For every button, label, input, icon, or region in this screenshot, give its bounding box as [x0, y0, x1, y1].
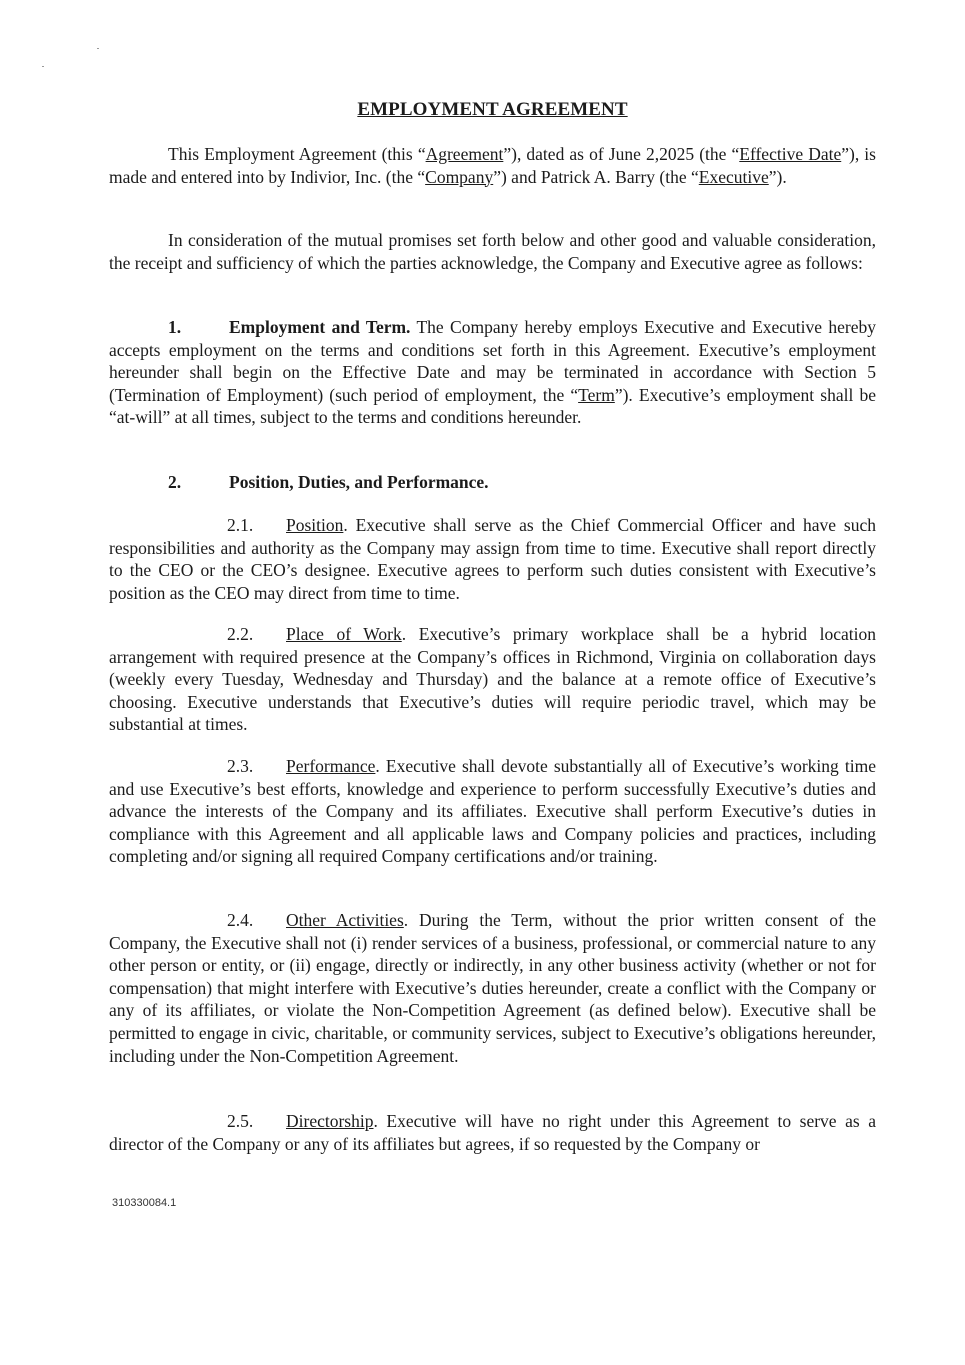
section-2-2-number: 2.2.: [227, 624, 254, 644]
section-1-text: The Company hereby employs Executive and Executive hereby accepts employment on the terms and conditions set forth in this Agreement. Executive’s employment hereunder shall begin on the Effective Date and may be terminated in accordance with Section 5 (Termination of Employment) (such period of employment, the “: [109, 317, 877, 405]
section-2-number: 2.: [168, 472, 182, 492]
document-footer-id: 310330084.1: [112, 1197, 177, 1209]
section-1-text: ”). Executive’s employment shall be “at-will” at all times, subject to the terms and conditions hereunder.: [109, 384, 876, 428]
scan-speck: [42, 66, 44, 67]
section-1-number: 1.: [168, 317, 182, 337]
intro-paragraph: [109, 143, 876, 188]
section-2-5-paragraph: [109, 1110, 876, 1155]
intro-text: This Employment Agreement (this “: [168, 144, 426, 164]
section-2-3-text: . Executive shall devote substantially all of Executive’s working time and use Executive’s best efforts, knowledge and experience to perform successfully Executive’s duties and advance the interests of the Company and its affiliates. Executive shall perform Executive’s duties in compliance with this Agreement and all applicable laws and Company policies and practices, including completing and/or signing all required Company certifications and/or training.: [109, 756, 876, 867]
section-2-3-number: 2.3.: [227, 756, 254, 776]
section-2-5-number: 2.5.: [227, 1111, 254, 1131]
section-2-5-heading: Directorship: [286, 1111, 374, 1131]
defined-term-agreement: Agreement: [425, 144, 504, 164]
intro-text: ”).: [768, 166, 787, 187]
document-title: EMPLOYMENT AGREEMENT: [357, 99, 628, 120]
consideration-text: In consideration of the mutual promises set forth below and other good and valuable consideration, the receipt and sufficiency of which the parties acknowledge, the Company and Executive agree as follows:: [109, 230, 876, 273]
section-2-1-heading: Position: [286, 515, 344, 535]
defined-term-effective-date: Effective Date: [739, 144, 842, 164]
section-2-2-text: . Executive’s primary workplace shall be a hybrid location arrangement with required presence at the Company’s offices in Richmond, Virginia on collaboration days (weekly every Tuesday, Wednesday and Thursday) and the balance at a remote office of Executive’s choosing. Executive understands that Executive’s duties will require periodic travel, which may be substantial at times.: [109, 624, 876, 735]
section-2-4-paragraph: [109, 909, 876, 1067]
section-2-2-paragraph: [109, 623, 876, 736]
section-2-2-heading: Place of Work: [286, 624, 402, 644]
section-2-1-number: 2.1.: [227, 515, 254, 535]
defined-term-company: Company: [425, 166, 494, 187]
defined-term-executive: Executive: [698, 166, 769, 187]
defined-term-term: Term: [578, 384, 615, 405]
intro-text: ”), is made and entered into by Indivior, Inc. (the “: [109, 144, 876, 187]
intro-text: ”), dated as of June 2,2025 (the “: [503, 144, 740, 164]
section-2-heading: Position, Duties, and Performance.: [229, 472, 489, 492]
section-2-1-paragraph: [109, 514, 876, 604]
section-2-4-heading: Other Activities: [286, 910, 404, 930]
section-2-4-number: 2.4.: [227, 910, 254, 930]
section-1-paragraph: [109, 316, 876, 429]
section-2-4-text: . During the Term, without the prior written consent of the Company, the Executive shall not (i) render services of a business, professional, or commercial nature to any other person or entity, or (ii) engage, directly or indirectly, in any other business activity (whether or not for compensation) that might interfere with Executive’s duties hereunder, create a conflict with the Company or any of its affiliates, or violate the Non-Competition Agreement (as defined below). Executive shall be permitted to engage in civic, charitable, or community services, subject to Executive’s obligations hereunder, including under the Non-Competition Agreement.: [109, 910, 876, 1066]
section-2-1-text: . Executive shall serve as the Chief Commercial Officer and have such responsibilities and authority as the Company may assign from time to time. Executive shall report directly to the CEO or the CEO’s designee. Executive agrees to perform such duties consistent with Executive’s position as the CEO may direct from time to time.: [109, 515, 876, 603]
section-2-5-text: . Executive will have no right under this Agreement to serve as a director of the Company or any of its affiliates but agrees, if so requested by the Company or: [109, 1111, 876, 1154]
section-1-heading: Employment and Term.: [229, 317, 411, 337]
section-2-3-heading: Performance: [286, 756, 376, 776]
section-2-3-paragraph: [109, 755, 876, 868]
section-2-heading-line: [168, 472, 489, 493]
intro-text: ”) and Patrick A. Barry (the “: [493, 166, 699, 187]
scan-speck: [97, 48, 99, 49]
consideration-paragraph: [109, 229, 876, 274]
